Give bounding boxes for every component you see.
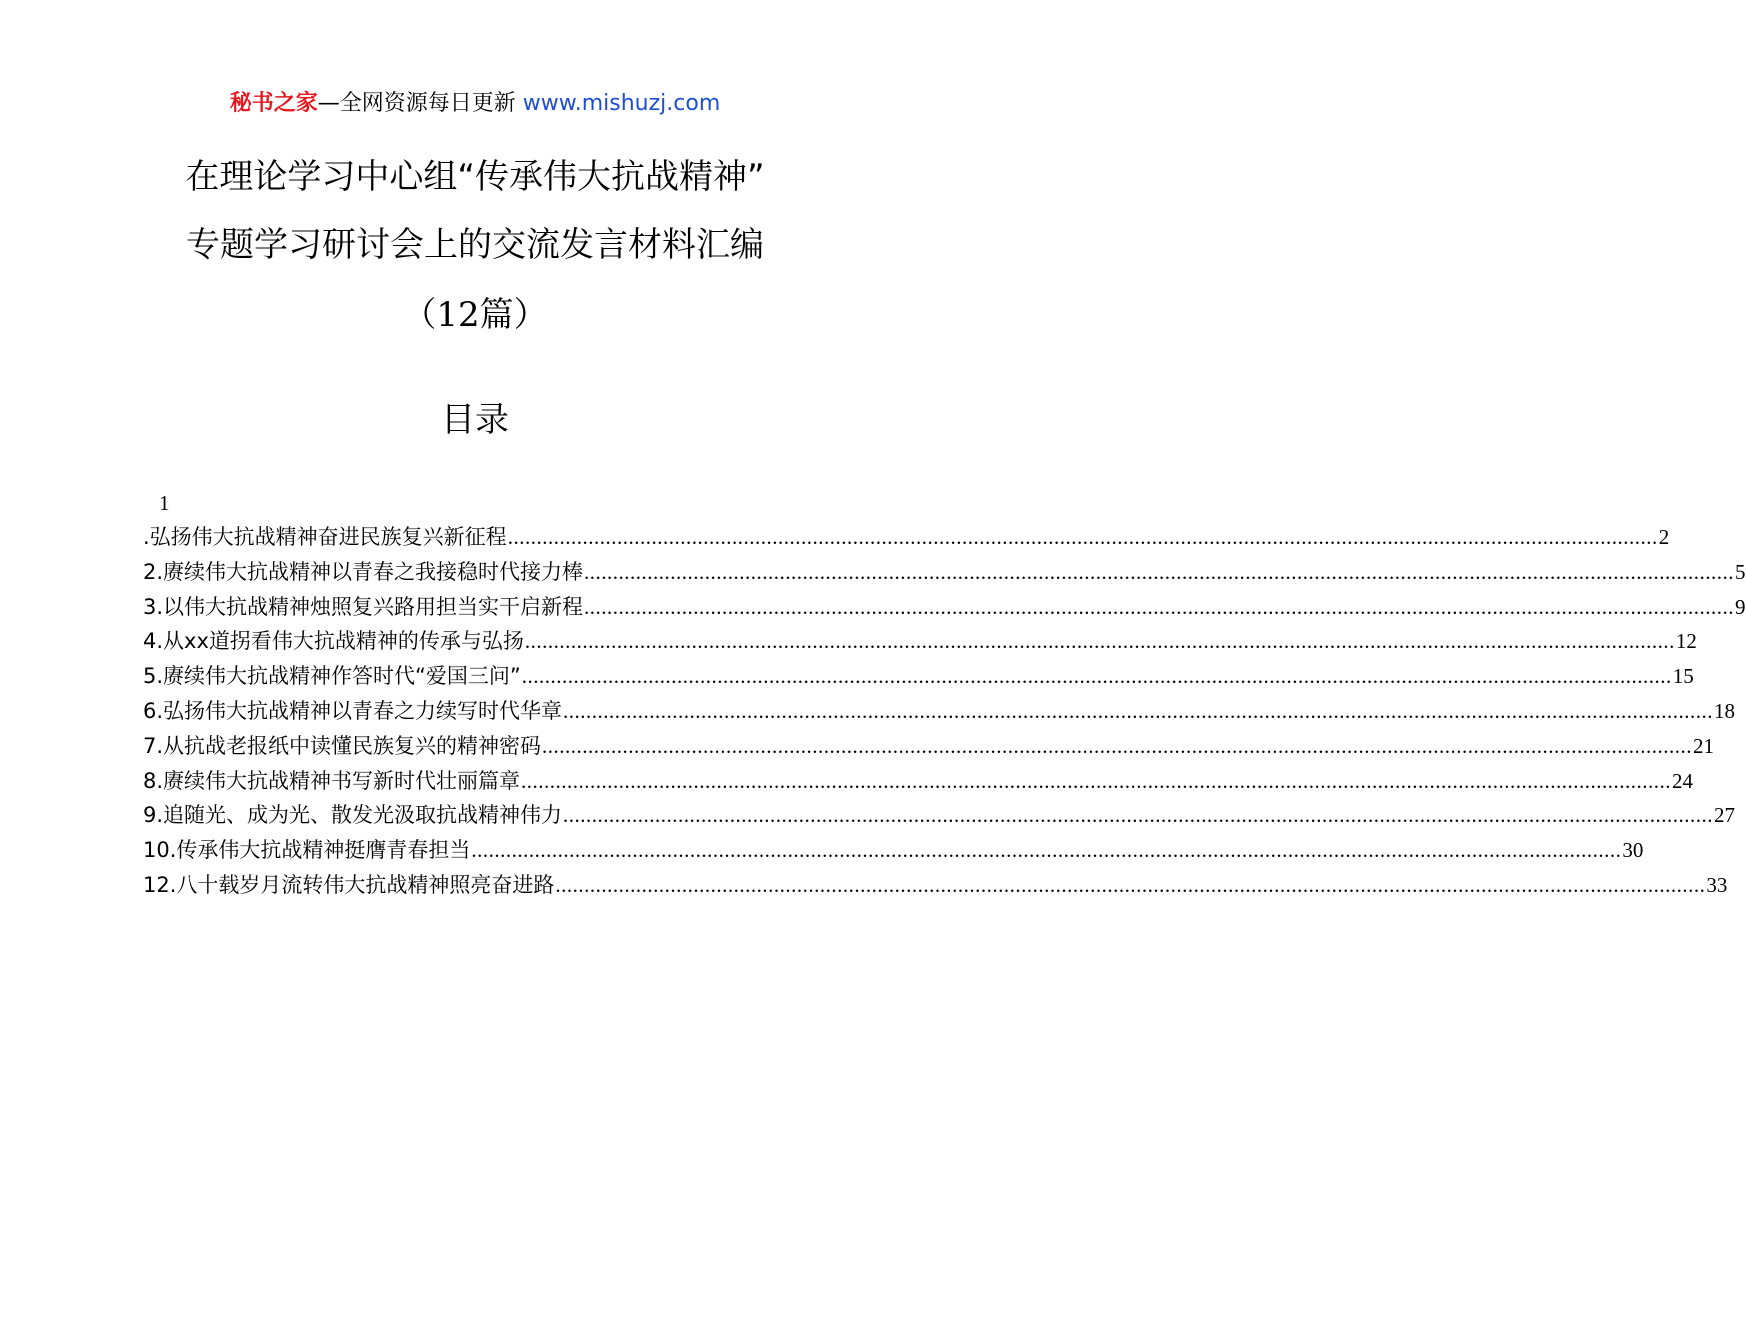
- toc-item[interactable]: [143, 694, 1736, 729]
- toc-item[interactable]: [143, 555, 1746, 590]
- toc-item[interactable]: [143, 833, 1644, 868]
- toc-item-label: 2.赓续伟大抗战精神以青春之我接稳时代接力棒: [143, 559, 584, 584]
- toc-item-page: 33: [1706, 872, 1728, 897]
- toc-item-label: 5.赓续伟大抗战精神作答时代“爱国三问”: [143, 664, 521, 689]
- toc-item-page: 18: [1714, 698, 1736, 723]
- toc-item[interactable]: [143, 590, 1746, 625]
- title-line-2: 专题学习研讨会上的交流发言材料汇编: [186, 225, 764, 265]
- toc-item-page: 24: [1672, 768, 1694, 793]
- table-of-contents: [143, 486, 1746, 903]
- banner-brand: 秘书之家: [229, 91, 318, 116]
- toc-item[interactable]: [143, 798, 1736, 833]
- toc-dot-leader: ........................................................................................................................................................................................................: [524, 629, 1675, 654]
- toc-list: [143, 520, 1746, 903]
- toc-item[interactable]: [143, 729, 1715, 764]
- toc-dot-leader: ........................................................................................................................................................................................................: [507, 525, 1658, 549]
- toc-item-label: 12.八十载岁月流转伟大抗战精神照亮奋进路: [143, 872, 555, 897]
- toc-item-label: 4.从xx道拐看伟大抗战精神的传承与弘扬: [143, 629, 524, 654]
- toc-item-label: .弘扬伟大抗战精神奋进民族复兴新征程: [143, 525, 507, 549]
- toc-dot-leader: ........................................................................................................................................................................................................: [555, 872, 1706, 897]
- toc-dot-leader: ........................................................................................................................................................................................................: [563, 698, 1714, 723]
- title-line-3: （12篇）: [402, 295, 548, 335]
- banner-url[interactable]: www.mishuzj.com: [522, 91, 721, 116]
- toc-item-page: 15: [1672, 664, 1694, 689]
- toc-dot-leader: ........................................................................................................................................................................................................: [471, 838, 1622, 863]
- toc-lead-number: 1: [159, 491, 170, 515]
- toc-dot-leader: ........................................................................................................................................................................................................: [584, 594, 1735, 619]
- toc-dot-leader: ........................................................................................................................................................................................................: [584, 559, 1735, 584]
- toc-item-page: 9: [1735, 594, 1746, 619]
- toc-item-label: 7.从抗战老报纸中读懂民族复兴的精神密码: [143, 733, 542, 758]
- toc-item-page: 12: [1675, 629, 1697, 654]
- toc-item[interactable]: [143, 520, 1670, 555]
- toc-dot-leader: ........................................................................................................................................................................................................: [542, 733, 1693, 758]
- toc-item[interactable]: [143, 659, 1694, 694]
- toc-item-page: 21: [1693, 733, 1715, 758]
- toc-item-page: 30: [1622, 838, 1644, 863]
- toc-item-label: 9.追随光、成为光、散发光汲取抗战精神伟力: [143, 803, 563, 828]
- toc-heading: 目录: [441, 400, 509, 440]
- toc-item-label: 8.赓续伟大抗战精神书写新时代壮丽篇章: [143, 768, 521, 793]
- toc-item-label: 3.以伟大抗战精神烛照复兴路用担当实干启新程: [143, 594, 584, 619]
- toc-item-page: 27: [1714, 803, 1736, 828]
- toc-dot-leader: ........................................................................................................................................................................................................: [563, 803, 1714, 828]
- toc-item-page: 2: [1658, 525, 1670, 549]
- title-line-1: 在理论学习中心组“传承伟大抗战精神”: [185, 157, 765, 197]
- toc-item[interactable]: [143, 868, 1728, 903]
- toc-item-label: 10.传承伟大抗战精神挺膺青春担当: [143, 838, 471, 863]
- site-banner: [0, 86, 950, 122]
- toc-item-page: 5: [1735, 559, 1746, 584]
- toc-dot-leader: ........................................................................................................................................................................................................: [521, 768, 1672, 793]
- toc-item-label: 6.弘扬伟大抗战精神以青春之力续写时代华章: [143, 698, 563, 723]
- toc-dot-leader: ........................................................................................................................................................................................................: [521, 664, 1672, 689]
- banner-tagline: —全网资源每日更新: [317, 91, 516, 116]
- toc-item[interactable]: [143, 624, 1697, 659]
- toc-item[interactable]: [143, 764, 1694, 799]
